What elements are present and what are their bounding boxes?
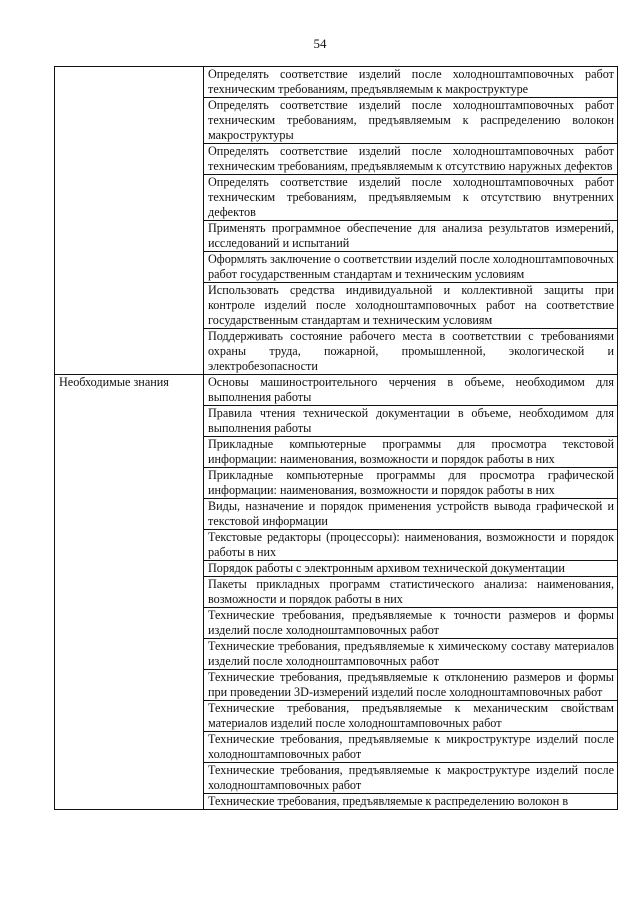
knowledge-cell: Технические требования, предъявляемые к точности размеров и формы изделий после холодноштамповочных работ	[204, 608, 618, 639]
skill-cell: Поддерживать состояние рабочего места в соответствии с требованиями охраны труда, пожарной, промышленной, экологической и электробезопасности	[204, 329, 618, 375]
knowledge-cell: Пакеты прикладных программ статистического анализа: наименования, возможности и порядок работы в них	[204, 577, 618, 608]
page-number: 54	[313, 36, 327, 51]
knowledge-cell: Прикладные компьютерные программы для просмотра текстовой информации: наименования, возможности и порядок работы в них	[204, 437, 618, 468]
knowledge-cell: Прикладные компьютерные программы для просмотра графической информации: наименования, возможности и порядок работы в них	[204, 468, 618, 499]
knowledge-cell: Текстовые редакторы (процессоры): наименования, возможности и порядок работы в них	[204, 530, 618, 561]
skill-cell: Применять программное обеспечение для анализа результатов измерений, исследований и испытаний	[204, 221, 618, 252]
knowledge-cell: Технические требования, предъявляемые к механическим свойствам материалов изделий после холодноштамповочных работ	[204, 701, 618, 732]
competency-table	[54, 66, 618, 810]
knowledge-cell: Технические требования, предъявляемые к отклонению размеров и формы при проведении 3D-измерений изделий после холодноштамповочных работ	[204, 670, 618, 701]
skill-cell: Использовать средства индивидуальной и коллективной защиты при контроле изделий после холодноштамповочных работ на соответствие государственным стандартам и техническим условиям	[204, 283, 618, 329]
table-row	[55, 375, 618, 406]
skill-cell: Определять соответствие изделий после холодноштамповочных работ техническим требованиям, предъявляемым к распределению волокон макроструктуры	[204, 98, 618, 144]
knowledge-cell: Основы машиностроительного черчения в объеме, необходимом для выполнения работы	[204, 375, 618, 406]
skill-cell: Определять соответствие изделий после холодноштамповочных работ техническим требованиям, предъявляемым к отсутствию наружных дефектов	[204, 144, 618, 175]
skills-label-cell	[55, 67, 204, 375]
knowledge-cell: Правила чтения технической документации в объеме, необходимом для выполнения работы	[204, 406, 618, 437]
skill-cell: Определять соответствие изделий после холодноштамповочных работ техническим требованиям, предъявляемым к макроструктуре	[204, 67, 618, 98]
knowledge-cell: Порядок работы с электронным архивом технической документации	[204, 561, 618, 577]
knowledge-cell: Технические требования, предъявляемые к микроструктуре изделий после холодноштамповочных работ	[204, 732, 618, 763]
skill-cell: Определять соответствие изделий после холодноштамповочных работ техническим требованиям, предъявляемым к отсутствию внутренних дефектов	[204, 175, 618, 221]
knowledge-cell: Виды, назначение и порядок применения устройств вывода графической и текстовой информации	[204, 499, 618, 530]
knowledge-cell: Технические требования, предъявляемые к макроструктуре изделий после холодноштамповочных работ	[204, 763, 618, 794]
knowledge-cell: Технические требования, предъявляемые к распределению волокон в	[204, 794, 618, 810]
table-row	[55, 67, 618, 98]
knowledge-cell: Технические требования, предъявляемые к химическому составу материалов изделий после холодноштамповочных работ	[204, 639, 618, 670]
knowledge-label-cell: Необходимые знания	[55, 375, 204, 810]
skill-cell: Оформлять заключение о соответствии изделий после холодноштамповочных работ государственным стандартам и техническим условиям	[204, 252, 618, 283]
